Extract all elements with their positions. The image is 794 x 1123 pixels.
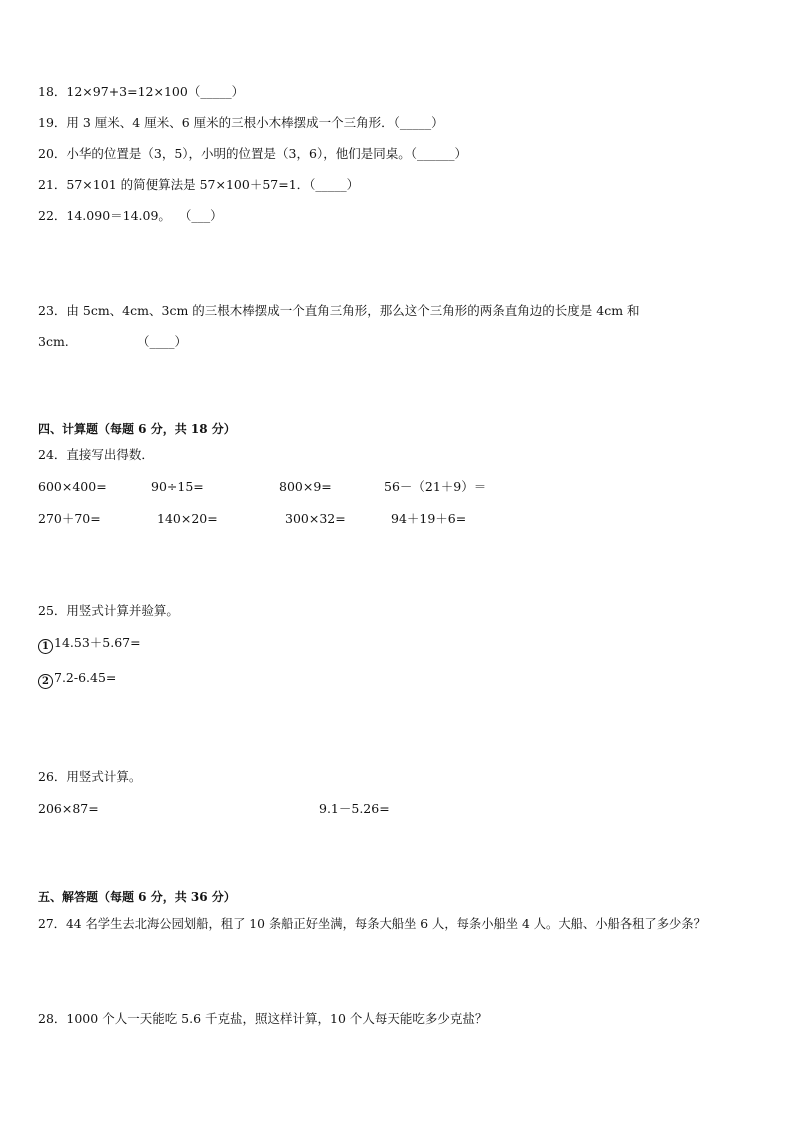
- section-4-heading: 四、计算题（每题 6 分，共 18 分）: [38, 422, 236, 436]
- calc-item: 600×400=: [38, 479, 107, 494]
- calc-item: 800×9=: [279, 479, 332, 494]
- question-27: 27．44 名学生去北海公园划船，租了 10 条船正好坐满，每条大船坐 6 人，每条小船坐 4 人。大船、小船各租了多少条？: [38, 917, 706, 931]
- calc-item: 94＋19＋6=: [391, 511, 467, 526]
- section-5-heading: 五、解答题（每题 6 分，共 36 分）: [38, 890, 236, 904]
- question-19: 19．用 3 厘米、4 厘米、6 厘米的三根小木棒摆成一个三角形．（_____）: [38, 115, 444, 130]
- question-25-item-2: [38, 670, 116, 689]
- question-25-title: 25．用竖式计算并验算。: [38, 603, 179, 618]
- circled-number-1: 1: [38, 639, 53, 654]
- question-26-title: 26．用竖式计算。: [38, 769, 142, 784]
- question-23-line1: 23．由 5cm、4cm、3cm 的三根木棒摆成一个直角三角形，那么这个三角形的两条直角边的长度是 4cm 和: [38, 303, 640, 318]
- question-22: 22．14.090＝14.09。 （___）: [38, 208, 223, 223]
- question-24-title: 24．直接写出得数．: [38, 447, 154, 462]
- question-25-item-2-text: 7.2-6.45=: [54, 670, 117, 685]
- question-26-item-2: 9.1－5.26=: [319, 801, 390, 816]
- question-26-item-1: 206×87=: [38, 801, 99, 816]
- calc-item: 300×32=: [285, 511, 346, 526]
- question-20: 20．小华的位置是（3，5），小明的位置是（3，6），他们是同桌。（______）: [38, 146, 467, 161]
- question-28: 28．1000 个人一天能吃 5.6 千克盐，照这样计算，10 个人每天能吃多少克盐？: [38, 1011, 488, 1026]
- question-18: 18．12×97+3=12×100（_____）: [38, 84, 245, 99]
- calc-item: 270＋70=: [38, 511, 101, 526]
- question-23-line2: 3cm.: [38, 334, 69, 349]
- question-23-answer-blank: （____）: [137, 334, 188, 349]
- circled-number-2: 2: [38, 674, 53, 689]
- calc-item: 56－（21＋9）＝: [384, 479, 487, 494]
- calc-item: 90÷15=: [151, 479, 204, 494]
- question-25-item-1-text: 14.53＋5.67=: [54, 635, 141, 650]
- question-21: 21．57×101 的简便算法是 57×100＋57=1．（_____）: [38, 177, 360, 192]
- question-25-item-1: [38, 635, 141, 654]
- calc-item: 140×20=: [157, 511, 218, 526]
